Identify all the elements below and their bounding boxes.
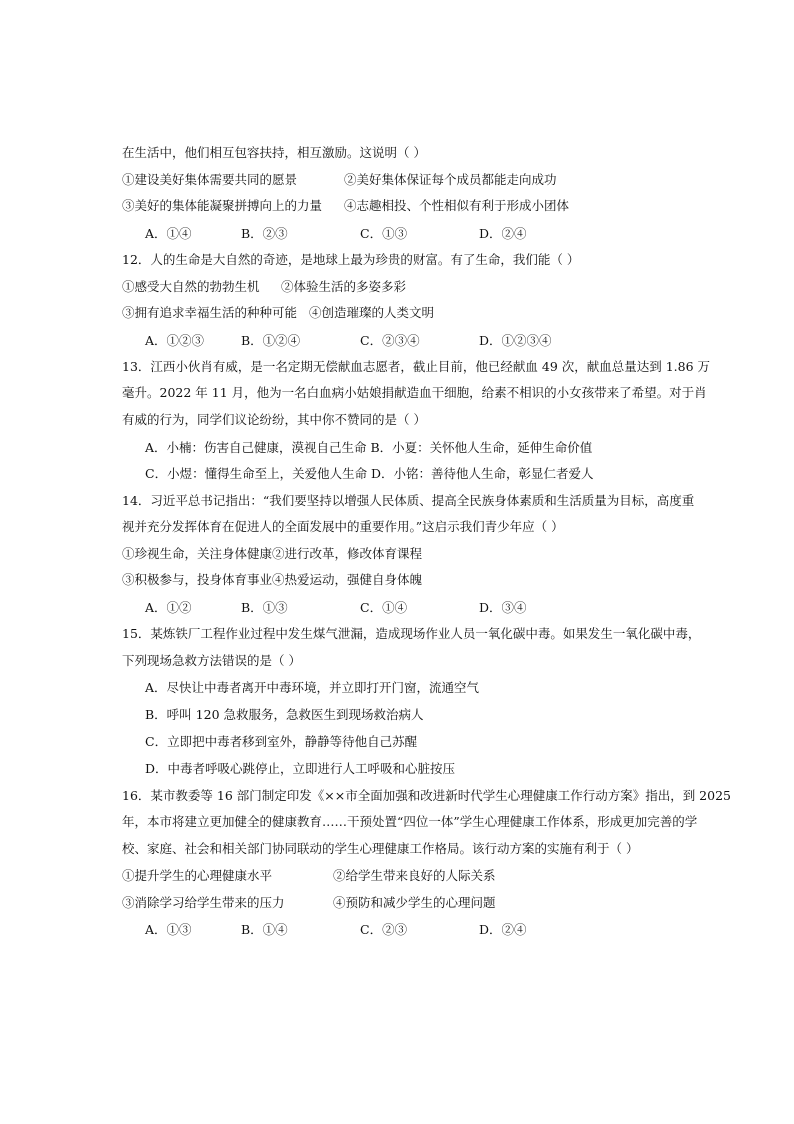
q15-option-d[interactable]: D．中毒者呼吸心跳停止，立即进行人工呼吸和心脏按压 [145, 761, 456, 776]
q11-option-b[interactable]: B．②③ [241, 226, 288, 241]
q14-option-c[interactable]: C．①④ [360, 600, 408, 615]
q13-stem-line3: 有威的行为，同学们议论纷纷，其中你不赞同的是（ ） [122, 412, 426, 427]
q16-statement-1: ①提升学生的心理健康水平 [122, 868, 273, 883]
q14-statements-row2: ③积极参与，投身体育事业④热爱运动，强健自身体魄 [122, 572, 423, 587]
q16-statement-3: ③消除学习给学生带来的压力 [122, 895, 285, 910]
q12-statements-row1 [122, 279, 407, 295]
q12-statement-3: ③拥有追求幸福生活的种种可能 [122, 305, 298, 320]
q12-statement-4: ④创造璀璨的人类文明 [309, 305, 435, 320]
q15-stem-line1: 15．某炼铁厂工程作业过程中发生煤气泄漏，造成现场作业人员一氧化碳中毒。如果发生一氧化碳中毒， [122, 626, 701, 641]
q12-statement-2: ②体验生活的多姿多彩 [281, 279, 407, 294]
q11-statements-row1 [122, 172, 557, 188]
q16-option-a[interactable]: A．①③ [145, 922, 192, 937]
q14-option-d[interactable]: D．③④ [479, 600, 527, 615]
q16-stem-line2: 年，本市将建立更加健全的健康教育……干预处置“四位一体”学生心理健康工作体系，形成更加完善的学 [122, 814, 698, 829]
q16-option-d[interactable]: D．②④ [479, 922, 527, 937]
q11-statement-2: ②美好集体保证每个成员都能走向成功 [344, 172, 557, 187]
q14-stem-line1: 14．习近平总书记指出：“我们要坚持以增强人民体质、提高全民族身体素质和生活质量为目标，高度重 [122, 493, 695, 508]
q12-option-c[interactable]: C．②③④ [360, 333, 420, 348]
q12-statement-1: ①感受大自然的勃勃生机 [122, 279, 260, 294]
q12-statements-row2 [122, 305, 435, 321]
q11-statement-3: ③美好的集体能凝聚拼搏向上的力量 [122, 198, 323, 213]
q11-option-c[interactable]: C．①③ [360, 226, 408, 241]
q12-option-d[interactable]: D．①②③④ [479, 333, 552, 348]
q16-stem-line3: 校、家庭、社会和相关部门协同联动的学生心理健康工作格局。该行动方案的实施有利于（ ） [122, 841, 639, 856]
q13-options-cd[interactable]: C．小煜：懂得生命至上，关爱他人生命 D．小铭：善待他人生命，彰显仁者爱人 [145, 466, 594, 481]
q16-stem-line1: 16．某市教委等 16 部门制定印发《××市全面加强和改进新时代学生心理健康工作行动方案》指出，到 2025 [122, 788, 731, 803]
q15-option-a[interactable]: A．尽快让中毒者离开中毒环境，并立即打开门窗，流通空气 [145, 680, 480, 695]
q11-statements-row2 [122, 198, 570, 214]
q15-option-b[interactable]: B．呼叫 120 急救服务，急救医生到现场救治病人 [145, 707, 424, 722]
q12-stem: 12．人的生命是大自然的奇迹，是地球上最为珍贵的财富。有了生命，我们能（ ） [122, 252, 580, 267]
q11-option-a[interactable]: A．①④ [145, 226, 192, 241]
q16-option-c[interactable]: C．②③ [360, 922, 408, 937]
q16-statements-row1 [122, 868, 496, 884]
q14-statements-row1: ①珍视生命，关注身体健康②进行改革，修改体育课程 [122, 546, 423, 561]
q13-stem-line1: 13．江西小伙肖有威，是一名定期无偿献血志愿者，截止目前，他已经献血 49 次，献血总量达到 1.86 万 [122, 359, 711, 374]
q16-statements-row2 [122, 895, 496, 911]
q12-option-b[interactable]: B．①②④ [241, 333, 301, 348]
q11-intro: 在生活中，他们相互包容扶持，相互激励。这说明（ ） [122, 145, 426, 160]
q16-option-b[interactable]: B．①④ [241, 922, 288, 937]
q15-stem-line2: 下列现场急救方法错误的是（ ） [122, 653, 301, 668]
q15-option-c[interactable]: C．立即把中毒者移到室外，静静等待他自己苏醒 [145, 734, 418, 749]
q14-option-a[interactable]: A．①② [145, 600, 192, 615]
q11-statement-4: ④志趣相投、个性相似有利于形成小团体 [344, 198, 570, 213]
q11-statement-1: ①建设美好集体需要共同的愿景 [122, 172, 298, 187]
q13-options-ab[interactable]: A．小楠：伤害自己健康，漠视自己生命 B．小夏：关怀他人生命，延伸生命价值 [145, 440, 593, 455]
q14-option-b[interactable]: B．①③ [241, 600, 288, 615]
q14-stem-line2: 视并充分发挥体育在促进人的全面发展中的重要作用。”这启示我们青少年应（ ） [122, 519, 564, 534]
q16-statement-4: ④预防和减少学生的心理问题 [333, 895, 496, 910]
q13-stem-line2: 毫升。2022 年 11 月，他为一名白血病小姑娘捐献造血干细胞，给素不相识的小女孩带来了希望。对于肖 [122, 385, 707, 400]
q16-statement-2: ②给学生带来良好的人际关系 [333, 868, 496, 883]
q11-option-d[interactable]: D．②④ [479, 226, 527, 241]
q12-option-a[interactable]: A．①②③ [145, 333, 205, 348]
